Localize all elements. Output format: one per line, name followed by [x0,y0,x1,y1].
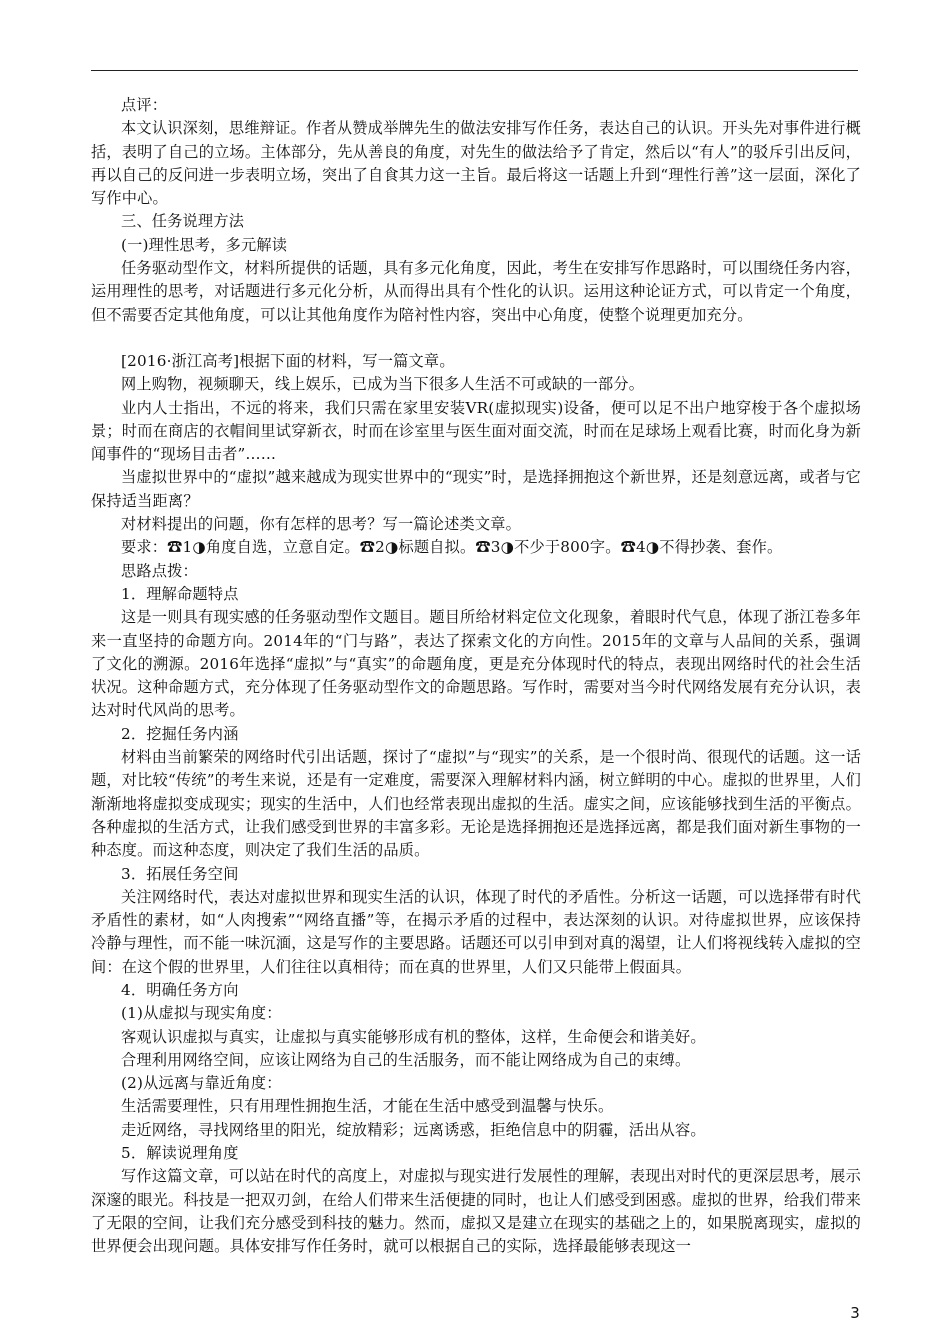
material-paragraph-2: 业内人士指出，不远的将来，我们只需在家里安装VR(虚拟现实)设备，便可以足不出户地穿梭于各个虚拟场景；时而在商店的衣帽间里试穿新衣，时而在诊室里与医生面对面交流，时而在足球场上观看比赛，时而化身为新闻事件的“现场目击者”…… [91,398,861,464]
hint-heading-2: 2．挖掘任务内涵 [121,724,239,743]
exam-prompt: [2016·浙江高考]根据下面的材料，写一篇文章。 [121,351,455,370]
material-paragraph-1: 网上购物，视频聊天，线上娱乐，已成为当下很多人生活不可或缺的一部分。 [121,375,645,394]
direction-subheading-2: (2)从远离与靠近角度： [121,1074,282,1093]
comment-paragraph: 本文认识深刻，思维辩证。作者从赞成举牌先生的做法安排写作任务，表达自己的认识。开头先对事件进行概括，表明了自己的立场。主体部分，先从善良的角度，对先生的做法给予了肯定，然后以“有人”的驳斥引出反问，再以自己的反问进一步表明立场，突出了自食其力这一主旨。最后将这一话题上升到“理性行善”这一层面，深化了写作中心。 [91,119,861,208]
task-instruction: 对材料提出的问题，你有怎样的思考？写一篇论述类文章。 [121,515,522,534]
subsection-heading: (一)理性思考，多元解读 [121,235,288,254]
direction-subheading-1: (1)从虚拟与现实角度： [121,1004,282,1023]
hint-paragraph-3: 关注网络时代，表达对虚拟世界和现实生活的认识，体现了时代的矛盾性。分析这一话题，可以选择带有时代矛盾性的素材，如“人肉搜索”“网络直播”等，在揭示矛盾的过程中，表达深刻的认识。对待虚拟世界，应该保持冷静与理性，而不能一味沉湎，这是写作的主要思路。话题还可以引申到对真的渴望，让人们将视线转入虚拟的空间：在这个假的世界里，人们往往以真相待；而在真的世界里，人们又只能带上假面具。 [91,887,861,976]
hint-paragraph-2: 材料由当前繁荣的网络时代引出话题，探讨了“虚拟”与“现实”的关系，是一个很时尚、很现代的话题。这一话题，对比较“传统”的考生来说，还是有一定难度，需要深入理解材料内涵，树立鲜明的中心。虚拟的世界里，人们渐渐地将虚拟变成现实；现实的生活中，人们也经常表现出虚拟的生活。虚实之间，应该能够找到生活的平衡点。各种虚拟的生活方式，让我们感受到世界的丰富多彩。无论是选择拥抱还是选择远离，都是我们面对新生事物的一种态度。而这种态度，则决定了我们生活的品质。 [91,748,861,860]
header-rule [91,70,858,71]
material-paragraph-3: 当虚拟世界中的“虚拟”越来越成为现实世界中的“现实”时，是选择拥抱这个新世界，还是刻意远离，或者与它保持适当距离？ [91,468,861,510]
method-paragraph: 任务驱动型作文，材料所提供的话题，具有多元化角度，因此，考生在安排写作思路时，可以围绕任务内容，运用理性的思考，对话题进行多元化分析，从而得出具有个性化的认识。运用这种论证方式，可以肯定一个角度，但不需要否定其他角度，可以让其他角度作为陪衬性内容，突出中心角度，使整个说理更加充分。 [91,259,861,324]
hint-paragraph-5: 写作这篇文章，可以站在时代的高度上，对虚拟与现实进行发展性的理解，表现出对时代的更深层思考，展示深邃的眼光。科技是一把双刃剑，在给人们带来生活便捷的同时，也让人们感受到困惑。虚拟的世界，给我们带来了无限的空间，让我们充分感受到科技的魅力。然而，虚拟又是建立在现实的基础之上的，如果脱离现实，虚拟的世界便会出现问题。具体安排写作任务时，就可以根据自己的实际，选择最能够表现这一 [91,1167,861,1256]
direction-item-3: 生活需要理性，只有用理性拥抱生活，才能在生活中感受到温馨与快乐。 [121,1097,614,1116]
requirements: 要求：☎1◑角度自选，立意自定。☎2◑标题自拟。☎3◑不少于800字。☎4◑不得抄袭、套作。 [121,538,783,557]
hint-heading-5: 5．解读说理角度 [121,1144,239,1163]
hint-paragraph-1: 这是一则具有现实感的任务驱动型作文题目。题目所给材料定位文化现象，着眼时代气息，体现了浙江卷多年来一直坚持的命题方向。2014年的“门与路”，表达了探索文化的方向性。2015年的文章与人品间的关系，强调了文化的溯源。2016年选择“虚拟”与“真实”的命题角度，更是充分体现时代的特点，表现出网络时代的社会生活状况。这种命题方式，充分体现了任务驱动型作文的命题思路。写作时，需要对当今时代网络发展有充分认识，表达对时代风尚的思考。 [91,608,861,720]
document-body [91,94,861,1259]
hints-heading: 思路点拨： [121,561,198,580]
direction-item-1: 客观认识虚拟与真实，让虚拟与真实能够形成有机的整体，这样，生命便会和谐美好。 [121,1027,706,1046]
comment-heading: 点评： [121,96,168,114]
page-number: 3 [850,1304,860,1322]
hint-heading-4: 4．明确任务方向 [121,980,239,999]
direction-item-2: 合理利用网络空间，应该让网络为自己的生活服务，而不能让网络成为自己的束缚。 [121,1050,691,1069]
hint-heading-3: 3．拓展任务空间 [121,864,239,883]
section-heading: 三、任务说理方法 [121,212,245,231]
direction-item-4: 走近网络，寻找网络里的阳光，绽放精彩；远离诱惑，拒绝信息中的阴霾，活出从容。 [121,1120,706,1139]
hint-heading-1: 1．理解命题特点 [121,584,239,603]
